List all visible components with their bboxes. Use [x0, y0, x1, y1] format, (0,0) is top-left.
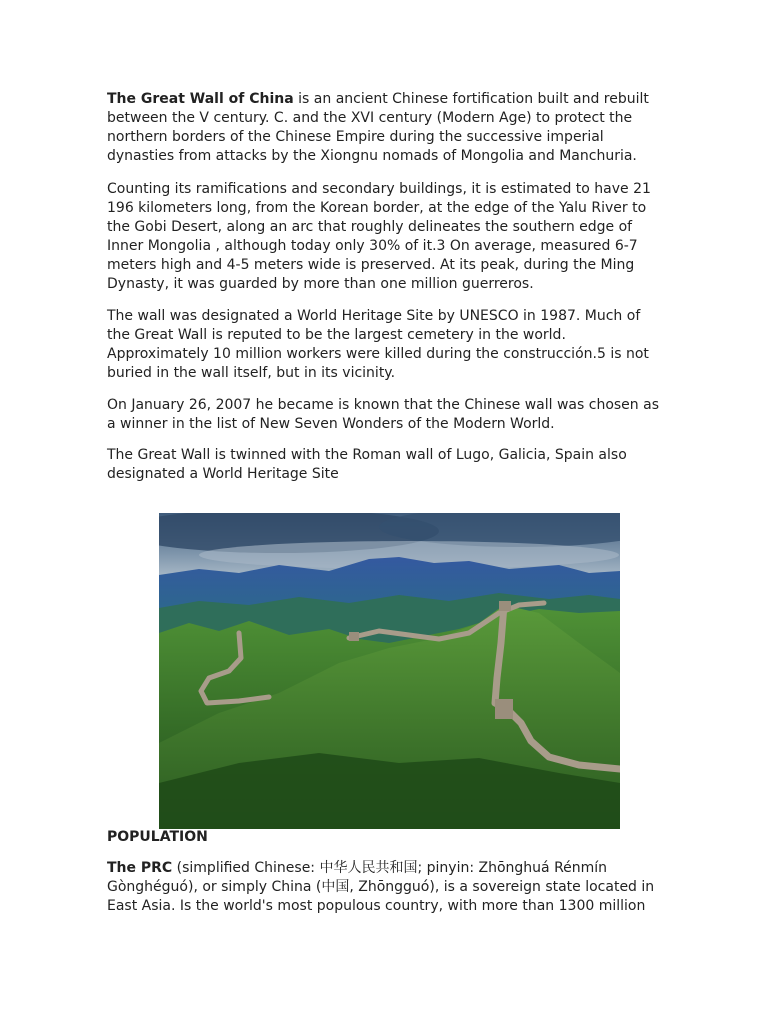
paragraph-seven-wonders — [107, 396, 667, 434]
population-heading: POPULATION — [107, 829, 208, 845]
paragraph-text: (simplified Chinese: 中华人民共和国; pinyin: Zhōnghuá Rénmín Gònghéguó), or simply China (中国, Zhōngguó), is a sovereign state located in East Asia. Is the world's most populous country, with more than 1300 million — [107, 860, 655, 914]
bold-lead-great-wall: The Great Wall of China — [107, 91, 294, 107]
paragraph-great-wall-intro — [107, 90, 667, 166]
paragraph-unesco — [107, 307, 667, 383]
paragraph-text: The Great Wall is twinned with the Roman wall of Lugo, Galicia, Spain also designated a World Heritage Site — [107, 447, 627, 482]
paragraph-text: Counting its ramifications and secondary buildings, it is estimated to have 21 196 kilometers long, from the Korean border, at the edge of the Yalu River to the Gobi Desert, along an arc that roughly delineates the southern edge of Inner Mongolia , although today only 30% of it.3 On average, measured 6-7 meters high and 4-5 meters wide is preserved. At its peak, during the Ming Dynasty, it was guarded by more than one million guerreros. — [107, 181, 651, 292]
watchtower — [349, 632, 359, 641]
great-wall-photo — [159, 513, 620, 829]
paragraph-length — [107, 180, 667, 294]
great-wall-photo-graphic — [159, 513, 620, 829]
bold-lead-prc: The PRC — [107, 860, 173, 876]
watchtower — [495, 699, 513, 719]
paragraph-text: On January 26, 2007 he became is known that the Chinese wall was chosen as a winner in the list of New Seven Wonders of the Modern World. — [107, 397, 659, 432]
paragraph-prc — [107, 859, 667, 916]
paragraph-text: is an ancient Chinese fortification built and rebuilt between the V century. C. and the XVI century (Modern Age) to protect the northern borders of the Chinese Empire during the successive imperial dynasties from attacks by the Xiongnu nomads of Mongolia and Manchuria. — [107, 91, 649, 164]
watchtower — [499, 601, 511, 611]
paragraph-lugo — [107, 446, 667, 484]
paragraph-text: The wall was designated a World Heritage Site by UNESCO in 1987. Much of the Great Wall is reputed to be the largest cemetery in the world. Approximately 10 million workers were killed during the construcción.5 is not buried in the wall itself, but in its vicinity. — [107, 308, 649, 381]
